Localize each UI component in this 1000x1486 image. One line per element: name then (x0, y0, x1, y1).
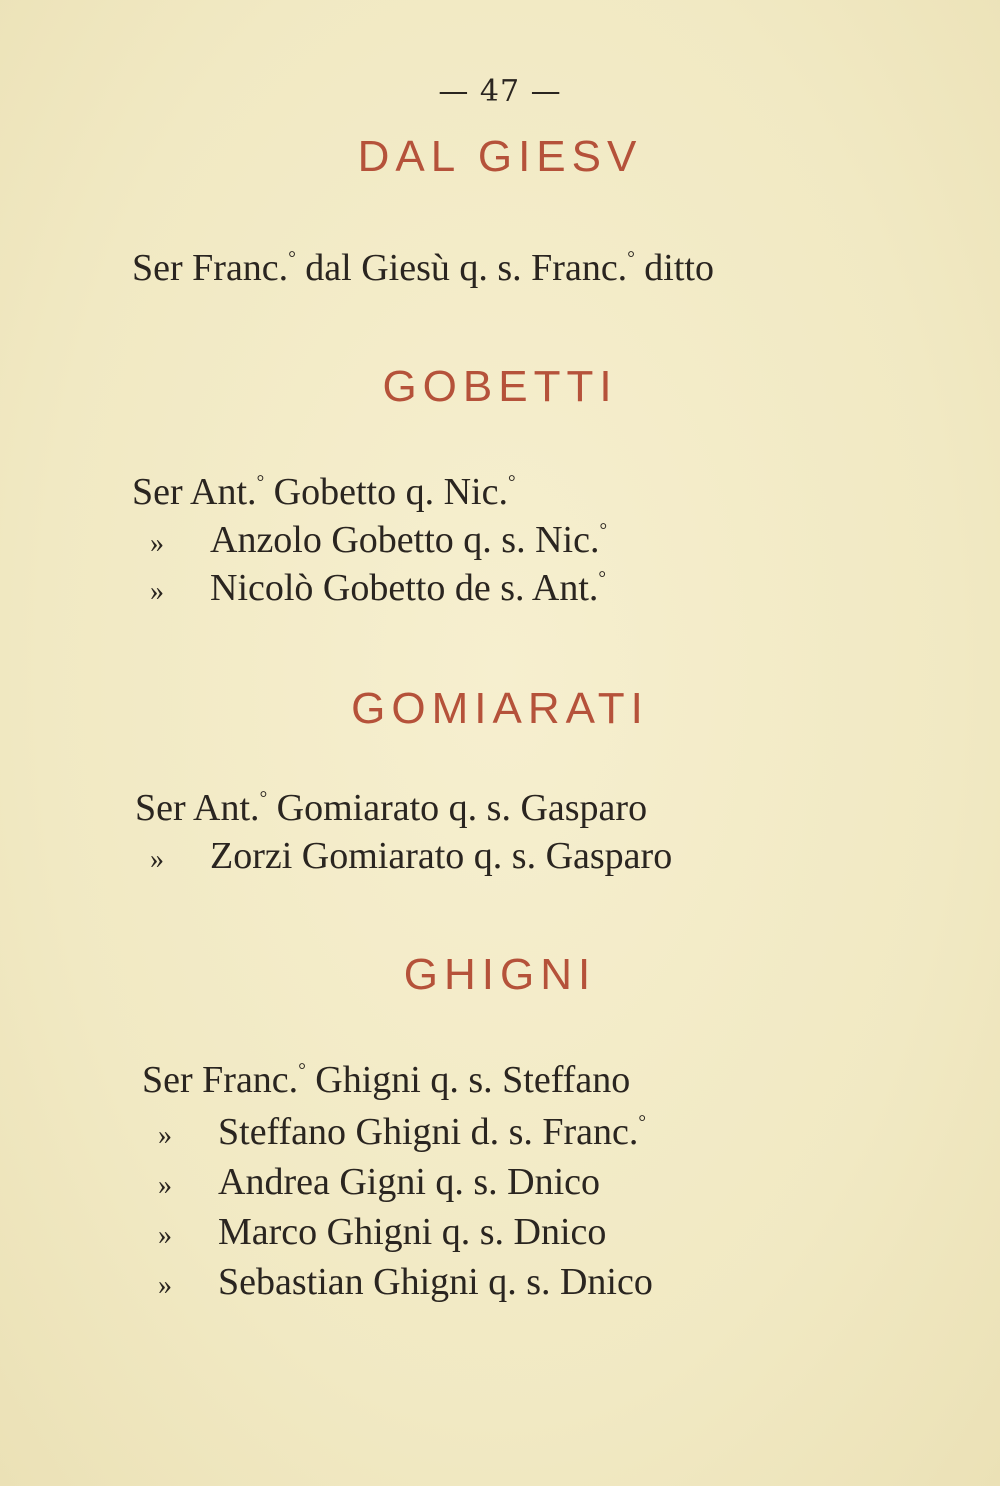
entry-line (158, 1160, 600, 1204)
entry-text: Marco Ghigni q. s. Dnico (218, 1211, 607, 1253)
entry-line (150, 518, 607, 562)
entry-line (150, 566, 606, 610)
section-heading-ghigni: GHIGNI (403, 950, 597, 999)
section-heading-dal-giesv: DAL GIESV (357, 132, 643, 181)
entry-text: Sebastian Ghigni q. s. Dnico (218, 1261, 653, 1303)
ditto-mark: » (150, 528, 164, 559)
entry-text: Andrea Gigni q. s. Dnico (218, 1161, 601, 1203)
entry-line: Ser Franc.° Ghigni q. s. Steffano (142, 1059, 631, 1101)
entry-line: Ser Ant.° Gobetto q. Nic.° (132, 471, 516, 513)
entry-text: Anzolo Gobetto q. s. Nic.° (210, 519, 608, 561)
ditto-mark: » (158, 1120, 172, 1151)
entry-line (150, 834, 672, 878)
entry-line (158, 1210, 606, 1254)
section-heading-gobetti: GOBETTI (382, 362, 618, 411)
section-heading-gomiarati: GOMIARATI (351, 684, 649, 733)
ditto-mark: » (150, 844, 164, 875)
ditto-mark: » (158, 1220, 172, 1251)
entry-line (158, 1110, 646, 1154)
page-number: — 47 — (438, 74, 562, 109)
entry-text: Steffano Ghigni d. s. Franc.° (218, 1111, 647, 1153)
entry-text: Nicolò Gobetto de s. Ant.° (210, 567, 607, 609)
entry-line: Ser Ant.° Gomiarato q. s. Gasparo (135, 787, 648, 829)
ditto-mark: » (158, 1270, 172, 1301)
ditto-mark: » (150, 576, 164, 607)
entry-line (158, 1260, 653, 1304)
entry-line: Ser Franc.° dal Giesù q. s. Franc.° ditto (132, 247, 714, 289)
ditto-mark: » (158, 1170, 172, 1201)
entry-text: Zorzi Gomiarato q. s. Gasparo (210, 835, 673, 877)
